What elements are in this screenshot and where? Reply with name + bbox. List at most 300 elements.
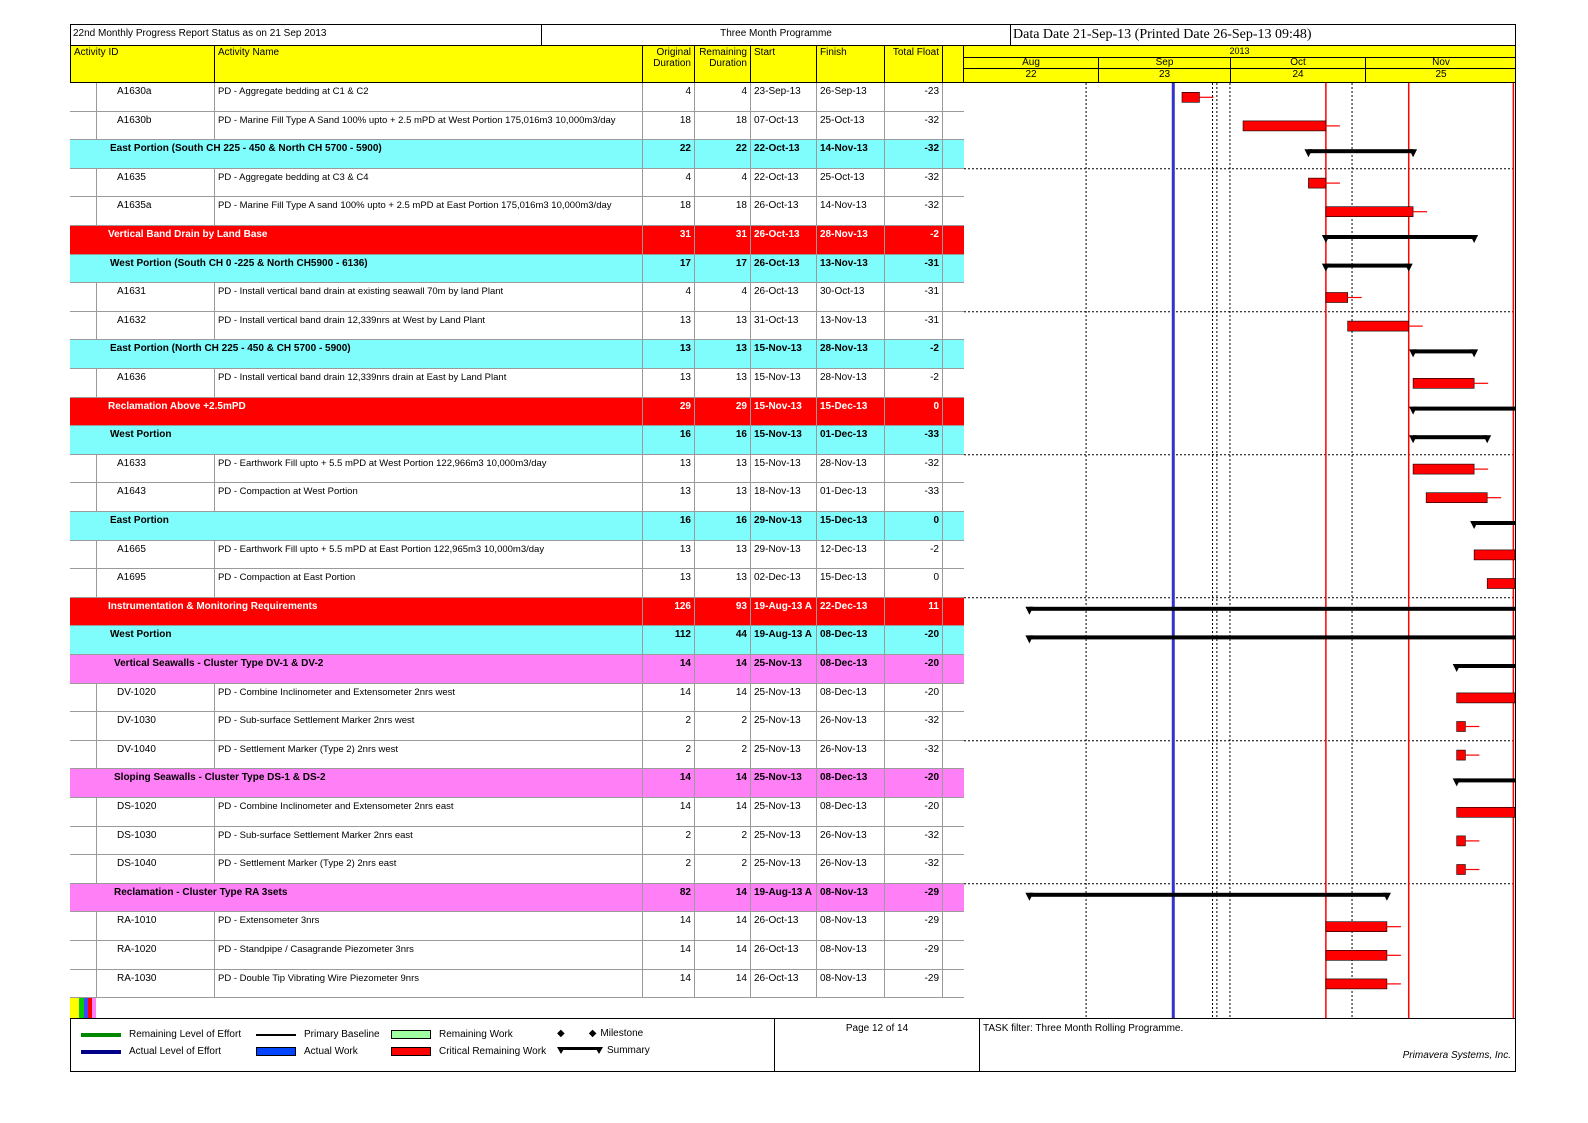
task-filter: TASK filter: Three Month Rolling Programme. bbox=[983, 1023, 1184, 1034]
total-float: -20 bbox=[884, 769, 942, 797]
gantt-chart bbox=[964, 83, 1516, 1018]
col-total-float[interactable]: Total Float bbox=[885, 46, 943, 82]
start-date: 15-Nov-13 bbox=[750, 340, 816, 368]
wbs-summary-row[interactable] bbox=[70, 598, 964, 627]
remaining-duration: 93 bbox=[694, 598, 750, 626]
finish-date: 28-Nov-13 bbox=[816, 455, 884, 483]
finish-date: 08-Nov-13 bbox=[816, 912, 884, 940]
activity-name: PD - Aggregate bedding at C3 & C4 bbox=[214, 169, 642, 197]
remaining-duration: 14 bbox=[694, 798, 750, 826]
finish-date: 26-Nov-13 bbox=[816, 712, 884, 740]
start-date: 25-Nov-13 bbox=[750, 712, 816, 740]
activity-id: A1665 bbox=[96, 541, 214, 569]
start-date: 29-Nov-13 bbox=[750, 541, 816, 569]
diamond-icon: ◆ bbox=[588, 1028, 597, 1039]
extra-cell bbox=[942, 884, 964, 912]
start-date: 26-Oct-13 bbox=[750, 970, 816, 998]
timescale-month: Sep bbox=[1099, 57, 1231, 69]
start-date: 26-Oct-13 bbox=[750, 226, 816, 254]
extra-cell bbox=[942, 941, 964, 969]
wbs-name: West Portion bbox=[110, 629, 172, 641]
remaining-duration: 13 bbox=[694, 541, 750, 569]
finish-date: 08-Dec-13 bbox=[816, 769, 884, 797]
total-float: -31 bbox=[884, 312, 942, 340]
legend-primary-baseline bbox=[256, 1029, 380, 1040]
critical-bar bbox=[1457, 693, 1515, 703]
start-date: 15-Nov-13 bbox=[750, 426, 816, 454]
total-float: -29 bbox=[884, 941, 942, 969]
extra-cell bbox=[942, 541, 964, 569]
extra-cell bbox=[942, 970, 964, 998]
activity-row[interactable] bbox=[70, 312, 964, 341]
remaining-duration: 18 bbox=[694, 112, 750, 140]
extra-cell bbox=[942, 255, 964, 283]
original-duration: 13 bbox=[642, 455, 694, 483]
finish-date: 30-Oct-13 bbox=[816, 283, 884, 311]
activity-row[interactable] bbox=[70, 169, 964, 198]
activity-row[interactable] bbox=[70, 112, 964, 141]
finish-date: 12-Dec-13 bbox=[816, 541, 884, 569]
activity-name: PD - Compaction at West Portion bbox=[214, 483, 642, 511]
remaining-duration: 14 bbox=[694, 884, 750, 912]
timescale-week: 22 bbox=[964, 69, 1099, 82]
timescale-week: 23 bbox=[1099, 69, 1231, 82]
extra-cell bbox=[942, 398, 964, 426]
remaining-duration: 2 bbox=[694, 741, 750, 769]
remaining-duration: 13 bbox=[694, 569, 750, 597]
critical-bar bbox=[1326, 950, 1387, 960]
extra-cell bbox=[942, 83, 964, 111]
extra-cell bbox=[942, 483, 964, 511]
remaining-duration: 13 bbox=[694, 312, 750, 340]
col-start[interactable]: Start bbox=[751, 46, 817, 82]
legend-remaining-work bbox=[391, 1029, 513, 1040]
wbs-summary-row[interactable] bbox=[70, 426, 964, 455]
extra-cell bbox=[942, 769, 964, 797]
legend-actual-loe bbox=[81, 1046, 221, 1057]
activity-row[interactable] bbox=[70, 455, 964, 484]
original-duration: 13 bbox=[642, 312, 694, 340]
wbs-name: Vertical Seawalls - Cluster Type DV-1 & DV-2 bbox=[114, 658, 324, 669]
wbs-summary-row[interactable] bbox=[70, 226, 964, 255]
critical-bar bbox=[1348, 321, 1409, 331]
col-finish[interactable]: Finish bbox=[817, 46, 885, 82]
activity-row[interactable] bbox=[70, 569, 964, 598]
legend-summary bbox=[557, 1045, 650, 1056]
critical-bar bbox=[1457, 722, 1466, 732]
original-duration: 112 bbox=[642, 626, 694, 654]
critical-bar bbox=[1457, 836, 1466, 846]
original-duration: 17 bbox=[642, 255, 694, 283]
activity-id: DS-1040 bbox=[96, 855, 214, 883]
critical-bar bbox=[1413, 464, 1474, 474]
finish-date: 08-Nov-13 bbox=[816, 884, 884, 912]
activity-id: A1630a bbox=[96, 83, 214, 111]
wbs-summary-row[interactable] bbox=[70, 655, 964, 684]
column-header bbox=[70, 46, 964, 83]
finish-date: 08-Dec-13 bbox=[816, 798, 884, 826]
remaining-duration: 14 bbox=[694, 684, 750, 712]
extra-cell bbox=[942, 655, 964, 683]
start-date: 15-Nov-13 bbox=[750, 369, 816, 397]
activity-row[interactable] bbox=[70, 283, 964, 312]
legend-footer bbox=[70, 1018, 1516, 1072]
timescale-month: Nov bbox=[1366, 57, 1516, 69]
wbs-name: Reclamation Above +2.5mPD bbox=[108, 400, 246, 412]
finish-date: 15-Dec-13 bbox=[816, 398, 884, 426]
critical-bar bbox=[1182, 92, 1199, 102]
start-date: 25-Nov-13 bbox=[750, 855, 816, 883]
activity-row[interactable] bbox=[70, 483, 964, 512]
summary-bar bbox=[1457, 664, 1515, 668]
critical-bar bbox=[1243, 121, 1326, 131]
activity-id: A1630b bbox=[96, 112, 214, 140]
finish-date: 01-Dec-13 bbox=[816, 483, 884, 511]
activity-name: PD - Settlement Marker (Type 2) 2nrs east bbox=[214, 855, 642, 883]
extra-cell bbox=[942, 140, 964, 168]
legend-actual-work bbox=[256, 1046, 358, 1057]
extra-cell bbox=[942, 340, 964, 368]
remaining-duration: 17 bbox=[694, 255, 750, 283]
timescale-week: 24 bbox=[1231, 69, 1366, 82]
wbs-summary-row[interactable] bbox=[70, 255, 964, 284]
activity-name: PD - Sub-surface Settlement Marker 2nrs east bbox=[214, 827, 642, 855]
start-date: 25-Nov-13 bbox=[750, 827, 816, 855]
gantt-canvas bbox=[964, 83, 1516, 1018]
critical-bar bbox=[1457, 750, 1466, 760]
activity-row[interactable] bbox=[70, 912, 964, 941]
legend-label: Remaining Level of Effort bbox=[129, 1029, 242, 1040]
original-duration: 14 bbox=[642, 912, 694, 940]
finish-date: 08-Dec-13 bbox=[816, 626, 884, 654]
remaining-duration: 44 bbox=[694, 626, 750, 654]
activity-name: PD - Compaction at East Portion bbox=[214, 569, 642, 597]
summary-bar bbox=[1457, 778, 1515, 782]
original-duration: 22 bbox=[642, 140, 694, 168]
remaining-duration: 14 bbox=[694, 941, 750, 969]
original-duration: 2 bbox=[642, 855, 694, 883]
activity-row[interactable] bbox=[70, 970, 964, 999]
activity-name: PD - Install vertical band drain 12,339nrs at West by Land Plant bbox=[214, 312, 642, 340]
col-remaining-duration[interactable]: Remaining Duration bbox=[695, 46, 751, 82]
legend-label: Actual Work bbox=[304, 1046, 358, 1057]
remaining-duration: 2 bbox=[694, 855, 750, 883]
total-float: 0 bbox=[884, 569, 942, 597]
total-float: -2 bbox=[884, 541, 942, 569]
activity-id: DV-1030 bbox=[96, 712, 214, 740]
timescale-year: 2013 bbox=[964, 46, 1515, 58]
original-duration: 29 bbox=[642, 398, 694, 426]
col-activity-name[interactable]: Activity Name bbox=[215, 46, 643, 82]
activity-row[interactable] bbox=[70, 712, 964, 741]
extra-cell bbox=[942, 684, 964, 712]
original-duration: 2 bbox=[642, 741, 694, 769]
extra-cell bbox=[942, 712, 964, 740]
start-date: 25-Nov-13 bbox=[750, 798, 816, 826]
original-duration: 13 bbox=[642, 483, 694, 511]
activity-id: A1643 bbox=[96, 483, 214, 511]
original-duration: 2 bbox=[642, 827, 694, 855]
finish-date: 26-Nov-13 bbox=[816, 741, 884, 769]
timescale-month: Oct bbox=[1231, 57, 1366, 69]
total-float: -31 bbox=[884, 255, 942, 283]
remaining-duration: 4 bbox=[694, 83, 750, 111]
total-float: 0 bbox=[884, 398, 942, 426]
original-duration: 126 bbox=[642, 598, 694, 626]
finish-date: 08-Nov-13 bbox=[816, 970, 884, 998]
activity-row[interactable] bbox=[70, 798, 964, 827]
legend-remaining-loe bbox=[81, 1029, 241, 1040]
extra-cell bbox=[942, 598, 964, 626]
extra-cell bbox=[942, 197, 964, 225]
wbs-name: East Portion bbox=[110, 515, 169, 526]
critical-bar bbox=[1308, 178, 1325, 188]
remaining-duration: 14 bbox=[694, 769, 750, 797]
start-date: 26-Oct-13 bbox=[750, 283, 816, 311]
activity-id: RA-1020 bbox=[96, 941, 214, 969]
original-duration: 14 bbox=[642, 941, 694, 969]
start-date: 19-Aug-13 A bbox=[750, 626, 816, 654]
summary-bar bbox=[1474, 521, 1515, 525]
start-date: 26-Oct-13 bbox=[750, 912, 816, 940]
legend-milestone bbox=[557, 1028, 643, 1039]
remaining-duration: 31 bbox=[694, 226, 750, 254]
original-duration: 14 bbox=[642, 769, 694, 797]
wbs-name: West Portion bbox=[110, 429, 172, 441]
start-date: 19-Aug-13 A bbox=[750, 884, 816, 912]
summary-bar bbox=[1029, 607, 1515, 611]
total-float: -2 bbox=[884, 369, 942, 397]
remaining-duration: 16 bbox=[694, 426, 750, 454]
programme-title: Three Month Programme bbox=[720, 28, 832, 39]
report-title: 22nd Monthly Progress Report Status as on 21 Sep 2013 bbox=[73, 28, 327, 39]
activity-id: DV-1040 bbox=[96, 741, 214, 769]
original-duration: 14 bbox=[642, 970, 694, 998]
remaining-duration: 2 bbox=[694, 827, 750, 855]
activity-name: PD - Aggregate bedding at C1 & C2 bbox=[214, 83, 642, 111]
activity-id: RA-1030 bbox=[96, 970, 214, 998]
start-date: 02-Dec-13 bbox=[750, 569, 816, 597]
original-duration: 14 bbox=[642, 684, 694, 712]
activity-row[interactable] bbox=[70, 541, 964, 570]
start-date: 15-Nov-13 bbox=[750, 398, 816, 426]
total-float: -29 bbox=[884, 970, 942, 998]
activity-id: A1635 bbox=[96, 169, 214, 197]
diamond-icon: ◆ bbox=[557, 1028, 565, 1039]
activity-row[interactable] bbox=[70, 684, 964, 713]
remaining-duration: 14 bbox=[694, 970, 750, 998]
vendor-name: Primavera Systems, Inc. bbox=[1402, 1050, 1511, 1061]
total-float: 0 bbox=[884, 512, 942, 540]
wbs-summary-row[interactable] bbox=[70, 884, 964, 913]
total-float: -23 bbox=[884, 83, 942, 111]
start-date: 25-Nov-13 bbox=[750, 769, 816, 797]
total-float: -32 bbox=[884, 140, 942, 168]
start-date: 26-Oct-13 bbox=[750, 197, 816, 225]
activity-id: DS-1020 bbox=[96, 798, 214, 826]
summary-bar bbox=[1413, 349, 1474, 353]
summary-bar bbox=[1326, 235, 1474, 239]
wbs-name: Instrumentation & Monitoring Requirements bbox=[108, 600, 318, 612]
timescale-month: Aug bbox=[964, 57, 1099, 69]
original-duration: 18 bbox=[642, 197, 694, 225]
critical-bar bbox=[1326, 293, 1348, 303]
original-duration: 2 bbox=[642, 712, 694, 740]
schedule-page bbox=[70, 24, 1516, 1072]
activity-name: PD - Marine Fill Type A sand 100% upto + 2.5 mPD at East Portion 175,016m3 10,000m3/day bbox=[214, 197, 642, 225]
start-date: 26-Oct-13 bbox=[750, 255, 816, 283]
start-date: 07-Oct-13 bbox=[750, 112, 816, 140]
finish-date: 15-Dec-13 bbox=[816, 569, 884, 597]
start-date: 23-Sep-13 bbox=[750, 83, 816, 111]
wbs-name: Sloping Seawalls - Cluster Type DS-1 & DS-2 bbox=[114, 772, 326, 784]
remaining-duration: 13 bbox=[694, 369, 750, 397]
programme-cell bbox=[541, 24, 1011, 46]
extra-cell bbox=[942, 741, 964, 769]
activity-name: PD - Combine Inclinometer and Extensometer 2nrs west bbox=[214, 684, 642, 712]
finish-date: 28-Nov-13 bbox=[816, 369, 884, 397]
wbs-summary-row[interactable] bbox=[70, 512, 964, 541]
total-float: -32 bbox=[884, 112, 942, 140]
original-duration: 4 bbox=[642, 283, 694, 311]
total-float: -2 bbox=[884, 340, 942, 368]
remaining-duration: 22 bbox=[694, 140, 750, 168]
total-float: -20 bbox=[884, 626, 942, 654]
total-float: -20 bbox=[884, 655, 942, 683]
original-duration: 18 bbox=[642, 112, 694, 140]
total-float: -31 bbox=[884, 283, 942, 311]
start-date: 31-Oct-13 bbox=[750, 312, 816, 340]
finish-date: 28-Nov-13 bbox=[816, 226, 884, 254]
activity-name: PD - Standpipe / Casagrande Piezometer 3nrs bbox=[214, 941, 642, 969]
start-date: 26-Oct-13 bbox=[750, 941, 816, 969]
finish-date: 25-Oct-13 bbox=[816, 112, 884, 140]
extra-cell bbox=[942, 226, 964, 254]
original-duration: 16 bbox=[642, 426, 694, 454]
finish-date: 25-Oct-13 bbox=[816, 169, 884, 197]
extra-cell bbox=[942, 112, 964, 140]
start-date: 25-Nov-13 bbox=[750, 741, 816, 769]
remaining-duration: 14 bbox=[694, 655, 750, 683]
activity-name: PD - Earthwork Fill upto + 5.5 mPD at East Portion 122,965m3 10,000m3/day bbox=[214, 541, 642, 569]
activity-id: DV-1020 bbox=[96, 684, 214, 712]
critical-bar bbox=[1326, 979, 1387, 989]
start-date: 22-Oct-13 bbox=[750, 169, 816, 197]
finish-date: 08-Nov-13 bbox=[816, 941, 884, 969]
activity-id: A1635a bbox=[96, 197, 214, 225]
total-float: -32 bbox=[884, 855, 942, 883]
remaining-duration: 13 bbox=[694, 340, 750, 368]
original-duration: 4 bbox=[642, 83, 694, 111]
critical-bar bbox=[1457, 807, 1515, 817]
activity-row[interactable] bbox=[70, 855, 964, 884]
col-activity-id[interactable]: Activity ID bbox=[71, 46, 215, 82]
wbs-summary-row[interactable] bbox=[70, 398, 964, 427]
extra-cell bbox=[942, 426, 964, 454]
page-number: Page 12 of 14 bbox=[845, 1023, 909, 1034]
finish-date: 14-Nov-13 bbox=[816, 197, 884, 225]
finish-date: 13-Nov-13 bbox=[816, 255, 884, 283]
finish-date: 26-Sep-13 bbox=[816, 83, 884, 111]
activity-row[interactable] bbox=[70, 941, 964, 970]
remaining-duration: 16 bbox=[694, 512, 750, 540]
wbs-summary-row[interactable] bbox=[70, 140, 964, 169]
original-duration: 13 bbox=[642, 569, 694, 597]
wbs-summary-row[interactable] bbox=[70, 340, 964, 369]
wbs-name: East Portion (South CH 225 - 450 & North CH 5700 - 5900) bbox=[110, 143, 382, 155]
legend-label: Primary Baseline bbox=[304, 1029, 380, 1040]
total-float: -32 bbox=[884, 169, 942, 197]
summary-bar bbox=[1413, 435, 1487, 439]
summary-bar bbox=[1326, 264, 1409, 268]
finish-date: 26-Nov-13 bbox=[816, 855, 884, 883]
wbs-name: Reclamation - Cluster Type RA 3sets bbox=[114, 886, 288, 898]
activity-name: PD - Install vertical band drain 12,339nrs drain at East by Land Plant bbox=[214, 369, 642, 397]
legend-label: Milestone bbox=[600, 1028, 644, 1039]
extra-cell bbox=[942, 855, 964, 883]
extra-cell bbox=[942, 569, 964, 597]
start-date: 15-Nov-13 bbox=[750, 455, 816, 483]
total-float: -29 bbox=[884, 884, 942, 912]
extra-cell bbox=[942, 369, 964, 397]
activity-row[interactable] bbox=[70, 741, 964, 770]
extra-cell bbox=[942, 827, 964, 855]
finish-date: 22-Dec-13 bbox=[816, 598, 884, 626]
legend-label: Actual Level of Effort bbox=[129, 1046, 222, 1057]
activity-id: DS-1030 bbox=[96, 827, 214, 855]
activity-row[interactable] bbox=[70, 197, 964, 226]
start-date: 18-Nov-13 bbox=[750, 483, 816, 511]
total-float: -29 bbox=[884, 912, 942, 940]
wbs-name: East Portion (North CH 225 - 450 & CH 5700 - 5900) bbox=[110, 343, 351, 355]
legend-label: Critical Remaining Work bbox=[439, 1046, 547, 1057]
wbs-summary-row[interactable] bbox=[70, 769, 964, 798]
legend-critical-remaining-work bbox=[391, 1046, 546, 1057]
start-date: 22-Oct-13 bbox=[750, 140, 816, 168]
col-original-duration[interactable]: Original Duration bbox=[643, 46, 695, 82]
total-float: 11 bbox=[884, 598, 942, 626]
activity-id: A1631 bbox=[96, 283, 214, 311]
finish-date: 14-Nov-13 bbox=[816, 140, 884, 168]
activity-row[interactable] bbox=[70, 83, 964, 112]
activity-id: A1632 bbox=[96, 312, 214, 340]
remaining-duration: 4 bbox=[694, 169, 750, 197]
wbs-name: West Portion (South CH 0 -225 & North CH5900 - 6136) bbox=[110, 257, 368, 269]
activity-row[interactable] bbox=[70, 827, 964, 856]
remaining-duration: 29 bbox=[694, 398, 750, 426]
original-duration: 82 bbox=[642, 884, 694, 912]
total-float: -32 bbox=[884, 827, 942, 855]
activity-row[interactable] bbox=[70, 369, 964, 398]
report-title-cell bbox=[70, 24, 542, 46]
timescale-week: 25 bbox=[1435, 69, 1447, 80]
activity-name: PD - Marine Fill Type A Sand 100% upto + 2.5 mPD at West Portion 175,016m3 10,000m3/day bbox=[214, 112, 642, 140]
summary-bar-icon bbox=[557, 1046, 603, 1056]
activity-id: A1695 bbox=[96, 569, 214, 597]
total-float: -32 bbox=[884, 197, 942, 225]
activity-name: PD - Install vertical band drain at existing seawall 70m by land Plant bbox=[214, 283, 642, 311]
wbs-summary-row[interactable] bbox=[70, 626, 964, 655]
extra-cell bbox=[942, 626, 964, 654]
legend-label: Remaining Work bbox=[439, 1029, 513, 1040]
remaining-duration: 13 bbox=[694, 483, 750, 511]
total-float: -32 bbox=[884, 712, 942, 740]
extra-cell bbox=[942, 512, 964, 540]
finish-date: 28-Nov-13 bbox=[816, 340, 884, 368]
activity-name: PD - Extensometer 3nrs bbox=[214, 912, 642, 940]
start-date: 25-Nov-13 bbox=[750, 684, 816, 712]
original-duration: 14 bbox=[642, 798, 694, 826]
